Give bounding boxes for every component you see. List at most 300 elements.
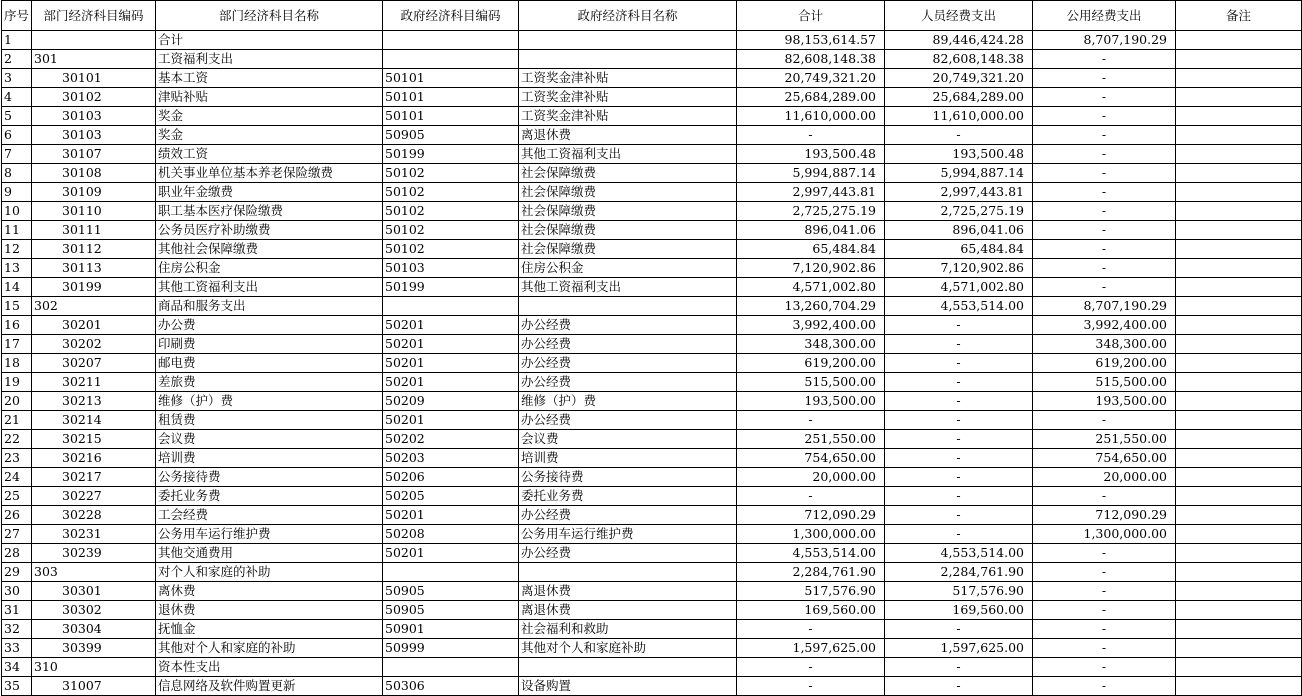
table-row: [2, 126, 1302, 145]
cell-gov-code: 50201: [383, 373, 519, 392]
cell-gov-name: 办公经费: [519, 354, 737, 373]
cell-gov-name: 工资奖金津补贴: [519, 69, 737, 88]
cell-dept-name: 其他交通费用: [156, 544, 383, 563]
cell-gov-code: 50199: [383, 145, 519, 164]
cell-dept-name: 会议费: [156, 430, 383, 449]
cell-gov-code: [383, 563, 519, 582]
cell-dept-code: 30302: [32, 601, 156, 620]
cell-public-expense: 712,090.29: [1033, 506, 1176, 525]
cell-note: [1176, 50, 1302, 69]
cell-gov-code: 50101: [383, 107, 519, 126]
cell-dept-name: 奖金: [156, 126, 383, 145]
cell-dept-code: 30215: [32, 430, 156, 449]
cell-total: 11,610,000.00: [737, 107, 885, 126]
cell-total: 25,684,289.00: [737, 88, 885, 107]
cell-gov-code: 50102: [383, 202, 519, 221]
cell-note: [1176, 126, 1302, 145]
cell-total: -: [737, 487, 885, 506]
cell-gov-name: 离退休费: [519, 126, 737, 145]
cell-gov-code: 50102: [383, 164, 519, 183]
cell-dept-code: 30399: [32, 639, 156, 658]
cell-dept-code: 31007: [32, 677, 156, 696]
cell-gov-name: 社会保障缴费: [519, 221, 737, 240]
table-row: [2, 468, 1302, 487]
cell-staff-expense: -: [885, 658, 1033, 677]
table-row: [2, 354, 1302, 373]
cell-public-expense: 251,550.00: [1033, 430, 1176, 449]
cell-gov-name: 办公经费: [519, 411, 737, 430]
cell-staff-expense: 2,284,761.90: [885, 563, 1033, 582]
cell-gov-name: 社会保障缴费: [519, 240, 737, 259]
cell-note: [1176, 487, 1302, 506]
cell-gov-code: 50201: [383, 354, 519, 373]
cell-total: 2,725,275.19: [737, 202, 885, 221]
cell-gov-name: [519, 50, 737, 69]
cell-staff-expense: 4,571,002.80: [885, 278, 1033, 297]
cell-public-expense: -: [1033, 544, 1176, 563]
cell-dept-code: 30111: [32, 221, 156, 240]
cell-gov-name: 公务接待费: [519, 468, 737, 487]
cell-staff-expense: 20,749,321.20: [885, 69, 1033, 88]
cell-note: [1176, 240, 1302, 259]
cell-gov-code: 50999: [383, 639, 519, 658]
cell-dept-code: 30207: [32, 354, 156, 373]
cell-note: [1176, 88, 1302, 107]
cell-public-expense: 515,500.00: [1033, 373, 1176, 392]
cell-gov-code: 50101: [383, 88, 519, 107]
cell-note: [1176, 620, 1302, 639]
cell-public-expense: -: [1033, 658, 1176, 677]
cell-note: [1176, 468, 1302, 487]
cell-public-expense: -: [1033, 202, 1176, 221]
cell-seq: 31: [2, 601, 32, 620]
cell-dept-name: 机关事业单位基本养老保险缴费: [156, 164, 383, 183]
cell-note: [1176, 221, 1302, 240]
table-row: [2, 297, 1302, 316]
table-row: [2, 145, 1302, 164]
cell-dept-name: 公务员医疗补助缴费: [156, 221, 383, 240]
cell-gov-code: 50102: [383, 221, 519, 240]
cell-gov-code: 50201: [383, 316, 519, 335]
cell-gov-name: [519, 297, 737, 316]
cell-public-expense: -: [1033, 601, 1176, 620]
cell-gov-name: 设备购置: [519, 677, 737, 696]
cell-seq: 15: [2, 297, 32, 316]
cell-seq: 3: [2, 69, 32, 88]
table-row: [2, 88, 1302, 107]
cell-gov-code: [383, 50, 519, 69]
cell-note: [1176, 278, 1302, 297]
cell-total: 7,120,902.86: [737, 259, 885, 278]
cell-staff-expense: -: [885, 620, 1033, 639]
cell-dept-name: 合计: [156, 31, 383, 50]
cell-dept-name: 工资福利支出: [156, 50, 383, 69]
cell-public-expense: -: [1033, 639, 1176, 658]
table-row: [2, 373, 1302, 392]
cell-note: [1176, 658, 1302, 677]
cell-note: [1176, 69, 1302, 88]
cell-seq: 35: [2, 677, 32, 696]
header-staff-expense: 人员经费支出: [885, 1, 1033, 31]
cell-note: [1176, 107, 1302, 126]
cell-seq: 6: [2, 126, 32, 145]
cell-total: 4,553,514.00: [737, 544, 885, 563]
cell-staff-expense: -: [885, 126, 1033, 145]
cell-total: 193,500.00: [737, 392, 885, 411]
cell-note: [1176, 183, 1302, 202]
cell-dept-code: 30113: [32, 259, 156, 278]
header-dept-name: 部门经济科目名称: [156, 1, 383, 31]
cell-staff-expense: 89,446,424.28: [885, 31, 1033, 50]
cell-dept-code: 30304: [32, 620, 156, 639]
cell-total: 896,041.06: [737, 221, 885, 240]
cell-public-expense: 619,200.00: [1033, 354, 1176, 373]
cell-dept-name: 离休费: [156, 582, 383, 601]
cell-public-expense: -: [1033, 221, 1176, 240]
cell-staff-expense: 2,997,443.81: [885, 183, 1033, 202]
table-row: [2, 392, 1302, 411]
cell-dept-name: 资本性支出: [156, 658, 383, 677]
cell-total: 169,560.00: [737, 601, 885, 620]
cell-staff-expense: 517,576.90: [885, 582, 1033, 601]
cell-dept-code: 30202: [32, 335, 156, 354]
cell-seq: 28: [2, 544, 32, 563]
cell-seq: 19: [2, 373, 32, 392]
cell-gov-code: [383, 658, 519, 677]
cell-public-expense: -: [1033, 183, 1176, 202]
cell-dept-name: 基本工资: [156, 69, 383, 88]
cell-note: [1176, 354, 1302, 373]
cell-dept-name: 奖金: [156, 107, 383, 126]
cell-gov-code: 50205: [383, 487, 519, 506]
cell-public-expense: 8,707,190.29: [1033, 297, 1176, 316]
table-row: [2, 487, 1302, 506]
cell-note: [1176, 601, 1302, 620]
cell-gov-code: 50905: [383, 126, 519, 145]
header-gov-name: 政府经济科目名称: [519, 1, 737, 31]
cell-public-expense: -: [1033, 164, 1176, 183]
cell-note: [1176, 563, 1302, 582]
cell-staff-expense: -: [885, 354, 1033, 373]
cell-dept-code: 303: [32, 563, 156, 582]
cell-staff-expense: -: [885, 335, 1033, 354]
cell-note: [1176, 297, 1302, 316]
cell-gov-code: 50901: [383, 620, 519, 639]
cell-dept-name: 维修（护）费: [156, 392, 383, 411]
cell-dept-code: 302: [32, 297, 156, 316]
cell-public-expense: -: [1033, 677, 1176, 696]
cell-gov-name: 住房公积金: [519, 259, 737, 278]
cell-staff-expense: -: [885, 506, 1033, 525]
cell-total: 13,260,704.29: [737, 297, 885, 316]
cell-dept-code: 30228: [32, 506, 156, 525]
cell-seq: 23: [2, 449, 32, 468]
cell-gov-name: 委托业务费: [519, 487, 737, 506]
cell-total: 2,997,443.81: [737, 183, 885, 202]
header-row: [2, 1, 1302, 31]
cell-total: 348,300.00: [737, 335, 885, 354]
cell-public-expense: -: [1033, 278, 1176, 297]
header-seq: 序号: [2, 1, 32, 31]
cell-public-expense: 193,500.00: [1033, 392, 1176, 411]
cell-staff-expense: 5,994,887.14: [885, 164, 1033, 183]
cell-gov-name: 办公经费: [519, 316, 737, 335]
cell-staff-expense: 4,553,514.00: [885, 297, 1033, 316]
cell-gov-code: [383, 297, 519, 316]
cell-dept-name: 绩效工资: [156, 145, 383, 164]
table-row: [2, 620, 1302, 639]
cell-note: [1176, 506, 1302, 525]
cell-public-expense: -: [1033, 50, 1176, 69]
table-row: [2, 316, 1302, 335]
cell-total: 2,284,761.90: [737, 563, 885, 582]
cell-dept-code: 30213: [32, 392, 156, 411]
cell-dept-name: 其他对个人和家庭的补助: [156, 639, 383, 658]
cell-note: [1176, 316, 1302, 335]
cell-dept-code: 30217: [32, 468, 156, 487]
cell-public-expense: -: [1033, 107, 1176, 126]
cell-seq: 20: [2, 392, 32, 411]
cell-public-expense: -: [1033, 240, 1176, 259]
expenditure-table: [1, 0, 1302, 696]
table-row: [2, 69, 1302, 88]
cell-total: 20,000.00: [737, 468, 885, 487]
cell-note: [1176, 259, 1302, 278]
table-row: [2, 411, 1302, 430]
cell-note: [1176, 373, 1302, 392]
cell-gov-code: 50201: [383, 411, 519, 430]
cell-dept-name: 邮电费: [156, 354, 383, 373]
cell-seq: 34: [2, 658, 32, 677]
cell-note: [1176, 335, 1302, 354]
cell-gov-name: [519, 563, 737, 582]
cell-staff-expense: 193,500.48: [885, 145, 1033, 164]
cell-dept-code: 301: [32, 50, 156, 69]
cell-staff-expense: -: [885, 677, 1033, 696]
cell-dept-code: 30108: [32, 164, 156, 183]
cell-note: [1176, 392, 1302, 411]
cell-dept-code: 30231: [32, 525, 156, 544]
table-row: [2, 164, 1302, 183]
cell-note: [1176, 677, 1302, 696]
cell-total: 82,608,148.38: [737, 50, 885, 69]
cell-gov-code: 50209: [383, 392, 519, 411]
table-row: [2, 601, 1302, 620]
cell-gov-name: 办公经费: [519, 335, 737, 354]
cell-seq: 18: [2, 354, 32, 373]
cell-gov-code: 50905: [383, 601, 519, 620]
cell-gov-name: [519, 658, 737, 677]
cell-total: -: [737, 411, 885, 430]
cell-dept-name: 委托业务费: [156, 487, 383, 506]
cell-seq: 27: [2, 525, 32, 544]
cell-dept-code: 30214: [32, 411, 156, 430]
cell-dept-name: 租赁费: [156, 411, 383, 430]
cell-gov-name: 办公经费: [519, 373, 737, 392]
cell-dept-code: 30112: [32, 240, 156, 259]
cell-gov-code: 50102: [383, 240, 519, 259]
table-row: [2, 221, 1302, 240]
cell-seq: 1: [2, 31, 32, 50]
cell-gov-name: 办公经费: [519, 506, 737, 525]
cell-seq: 30: [2, 582, 32, 601]
cell-staff-expense: 4,553,514.00: [885, 544, 1033, 563]
cell-dept-name: 信息网络及软件购置更新: [156, 677, 383, 696]
cell-note: [1176, 639, 1302, 658]
cell-gov-name: 社会福利和救助: [519, 620, 737, 639]
cell-dept-name: 印刷费: [156, 335, 383, 354]
cell-dept-name: 差旅费: [156, 373, 383, 392]
cell-total: -: [737, 677, 885, 696]
table-row: [2, 525, 1302, 544]
cell-seq: 14: [2, 278, 32, 297]
cell-dept-code: 310: [32, 658, 156, 677]
table-row: [2, 107, 1302, 126]
cell-dept-code: 30103: [32, 107, 156, 126]
cell-staff-expense: -: [885, 430, 1033, 449]
cell-gov-name: 离退休费: [519, 601, 737, 620]
cell-total: 5,994,887.14: [737, 164, 885, 183]
cell-seq: 21: [2, 411, 32, 430]
cell-public-expense: 8,707,190.29: [1033, 31, 1176, 50]
cell-seq: 9: [2, 183, 32, 202]
cell-gov-code: 50202: [383, 430, 519, 449]
cell-gov-code: 50102: [383, 183, 519, 202]
cell-public-expense: 20,000.00: [1033, 468, 1176, 487]
table-body: [2, 31, 1302, 696]
cell-dept-name: 办公费: [156, 316, 383, 335]
cell-dept-name: 职业年金缴费: [156, 183, 383, 202]
cell-gov-code: 50206: [383, 468, 519, 487]
cell-dept-name: 其他社会保障缴费: [156, 240, 383, 259]
table-row: [2, 563, 1302, 582]
cell-staff-expense: -: [885, 373, 1033, 392]
cell-public-expense: -: [1033, 88, 1176, 107]
cell-staff-expense: 896,041.06: [885, 221, 1033, 240]
cell-gov-name: 公务用车运行维护费: [519, 525, 737, 544]
cell-gov-code: 50103: [383, 259, 519, 278]
cell-staff-expense: -: [885, 487, 1033, 506]
cell-dept-name: 工会经费: [156, 506, 383, 525]
cell-gov-code: 50306: [383, 677, 519, 696]
cell-seq: 11: [2, 221, 32, 240]
cell-dept-code: 30227: [32, 487, 156, 506]
cell-seq: 8: [2, 164, 32, 183]
cell-staff-expense: 82,608,148.38: [885, 50, 1033, 69]
cell-staff-expense: -: [885, 468, 1033, 487]
cell-dept-name: 公务接待费: [156, 468, 383, 487]
cell-public-expense: 1,300,000.00: [1033, 525, 1176, 544]
cell-gov-name: 其他工资福利支出: [519, 145, 737, 164]
cell-gov-code: 50101: [383, 69, 519, 88]
cell-dept-code: 30109: [32, 183, 156, 202]
cell-seq: 4: [2, 88, 32, 107]
header-note: 备注: [1176, 1, 1302, 31]
cell-total: 251,550.00: [737, 430, 885, 449]
cell-seq: 5: [2, 107, 32, 126]
cell-gov-name: 社会保障缴费: [519, 164, 737, 183]
cell-staff-expense: 25,684,289.00: [885, 88, 1033, 107]
cell-gov-name: 其他工资福利支出: [519, 278, 737, 297]
cell-total: 712,090.29: [737, 506, 885, 525]
cell-total: 3,992,400.00: [737, 316, 885, 335]
cell-public-expense: 348,300.00: [1033, 335, 1176, 354]
cell-seq: 7: [2, 145, 32, 164]
cell-total: 98,153,614.57: [737, 31, 885, 50]
cell-gov-name: 其他对个人和家庭补助: [519, 639, 737, 658]
cell-public-expense: -: [1033, 620, 1176, 639]
cell-gov-code: 50905: [383, 582, 519, 601]
cell-note: [1176, 202, 1302, 221]
cell-total: 20,749,321.20: [737, 69, 885, 88]
cell-public-expense: -: [1033, 411, 1176, 430]
cell-staff-expense: -: [885, 449, 1033, 468]
table-row: [2, 278, 1302, 297]
table-row: [2, 183, 1302, 202]
table-row: [2, 335, 1302, 354]
cell-seq: 32: [2, 620, 32, 639]
header-dept-code: 部门经济科目编码: [32, 1, 156, 31]
cell-note: [1176, 544, 1302, 563]
cell-staff-expense: 7,120,902.86: [885, 259, 1033, 278]
cell-staff-expense: 11,610,000.00: [885, 107, 1033, 126]
cell-public-expense: -: [1033, 69, 1176, 88]
cell-staff-expense: 65,484.84: [885, 240, 1033, 259]
cell-seq: 29: [2, 563, 32, 582]
table-row: [2, 50, 1302, 69]
table-row: [2, 639, 1302, 658]
cell-dept-name: 公务用车运行维护费: [156, 525, 383, 544]
header-public-expense: 公用经费支出: [1033, 1, 1176, 31]
cell-note: [1176, 582, 1302, 601]
cell-public-expense: 754,650.00: [1033, 449, 1176, 468]
cell-public-expense: -: [1033, 126, 1176, 145]
cell-staff-expense: 169,560.00: [885, 601, 1033, 620]
cell-note: [1176, 411, 1302, 430]
cell-public-expense: -: [1033, 487, 1176, 506]
cell-dept-code: 30211: [32, 373, 156, 392]
cell-seq: 2: [2, 50, 32, 69]
cell-dept-name: 退休费: [156, 601, 383, 620]
cell-dept-name: 住房公积金: [156, 259, 383, 278]
cell-total: 517,576.90: [737, 582, 885, 601]
cell-dept-code: 30201: [32, 316, 156, 335]
cell-total: -: [737, 126, 885, 145]
table-row: [2, 202, 1302, 221]
cell-gov-name: 工资奖金津补贴: [519, 107, 737, 126]
cell-dept-code: 30107: [32, 145, 156, 164]
cell-total: 1,597,625.00: [737, 639, 885, 658]
cell-dept-name: 抚恤金: [156, 620, 383, 639]
cell-total: 4,571,002.80: [737, 278, 885, 297]
cell-public-expense: -: [1033, 563, 1176, 582]
table-row: [2, 430, 1302, 449]
cell-public-expense: -: [1033, 145, 1176, 164]
cell-note: [1176, 145, 1302, 164]
cell-public-expense: -: [1033, 259, 1176, 278]
table-row: [2, 582, 1302, 601]
cell-public-expense: 3,992,400.00: [1033, 316, 1176, 335]
cell-gov-code: 50203: [383, 449, 519, 468]
cell-dept-name: 职工基本医疗保险缴费: [156, 202, 383, 221]
table-row: [2, 658, 1302, 677]
cell-gov-code: 50201: [383, 506, 519, 525]
cell-gov-code: [383, 31, 519, 50]
cell-gov-name: 会议费: [519, 430, 737, 449]
cell-total: -: [737, 620, 885, 639]
cell-dept-name: 培训费: [156, 449, 383, 468]
cell-gov-name: 离退休费: [519, 582, 737, 601]
